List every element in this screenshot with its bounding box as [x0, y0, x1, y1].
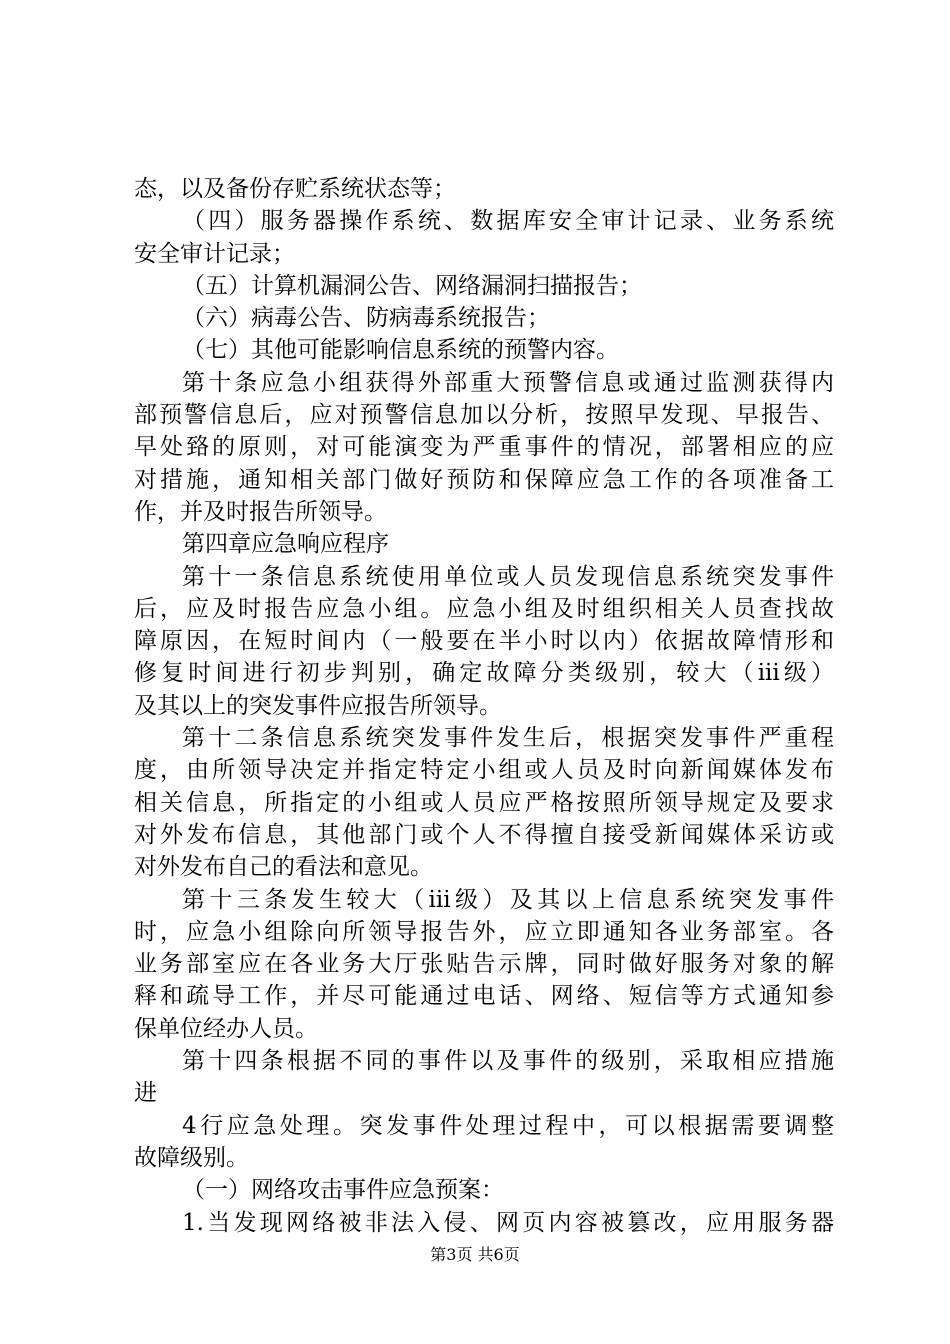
text-line: （四）服务器操作系统、数据库安全审计记录、业务系统 — [182, 208, 834, 235]
text-line: （五）计算机漏洞公告、网络漏洞扫描报告； — [182, 272, 642, 299]
text-line: 保单位经办人员。 — [134, 1015, 318, 1042]
text-line: 释和疏导工作，并尽可能通过电话、网络、短信等方式通知参 — [134, 983, 834, 1010]
text-line: （一）网络攻击事件应急预案： — [182, 1177, 504, 1204]
text-line: 对措施，通知相关部门做好预防和保障应急工作的各项准备工 — [134, 466, 834, 493]
text-line: 态，以及备份存贮系统状态等； — [134, 176, 456, 202]
text-line: 故障级别。 — [134, 1144, 249, 1171]
text-line: 4行应急处理。突发事件处理过程中，可以根据需要调整 — [182, 1112, 834, 1139]
text-line: 早处臵的原则，对可能演变为严重事件的情况，部署相应的应 — [134, 434, 834, 461]
text-line: 后，应及时报告应急小组。应急小组及时组织相关人员查找故 — [134, 595, 834, 622]
text-line: （六）病毒公告、防病毒系统报告； — [182, 305, 550, 332]
text-line: 第十三条发生较大（iii级）及其以上信息系统突发事件 — [182, 886, 834, 913]
text-line: 度，由所领导决定并指定特定小组或人员及时向新闻媒体发布 — [134, 757, 834, 784]
text-line: 相关信息，所指定的小组或人员应严格按照所领导规定及要求 — [134, 789, 834, 816]
text-line: 业务部室应在各业务大厅张贴告示牌，同时做好服务对象的解 — [134, 951, 834, 978]
document-body — [134, 173, 834, 1239]
text-line: 作，并及时报告所领导。 — [134, 498, 387, 525]
text-line: 障原因，在短时间内（一般要在半小时以内）依据故障情形和 — [134, 628, 834, 655]
chapter-heading: 第四章应急响应程序 — [182, 531, 389, 558]
text-line: 第十一条信息系统使用单位或人员发现信息系统突发事件 — [182, 563, 834, 590]
page-number-footer: 第3页 共6页 — [430, 1245, 520, 1264]
text-line: 安全审计记录； — [134, 240, 295, 267]
text-line: 第十四条根据不同的事件以及事件的级别，采取相应措施 — [182, 1048, 834, 1075]
text-line: 第十二条信息系统突发事件发生后，根据突发事件严重程 — [182, 725, 834, 752]
text-line: 部预警信息后，应对预警信息加以分析，按照早发现、早报告、 — [134, 402, 834, 429]
text-line: 1.当发现网络被非法入侵、网页内容被篡改，应用服务器 — [182, 1209, 834, 1236]
text-line: （七）其他可能影响信息系统的预警内容。 — [182, 337, 619, 364]
text-line: 进 — [134, 1080, 157, 1107]
text-line: 第十条应急小组获得外部重大预警信息或通过监测获得内 — [182, 369, 834, 396]
text-line: 时，应急小组除向所领导报告外，应立即通知各业务部室。各 — [134, 918, 834, 945]
text-line: 对外发布信息，其他部门或个人不得擅自接受新闻媒体采访或 — [134, 821, 834, 848]
text-line: 及其以上的突发事件应报告所领导。 — [134, 692, 502, 719]
text-line: 修复时间进行初步判别，确定故障分类级别，较大（iii级） — [134, 660, 834, 687]
text-line: 对外发布自己的看法和意见。 — [134, 854, 433, 881]
